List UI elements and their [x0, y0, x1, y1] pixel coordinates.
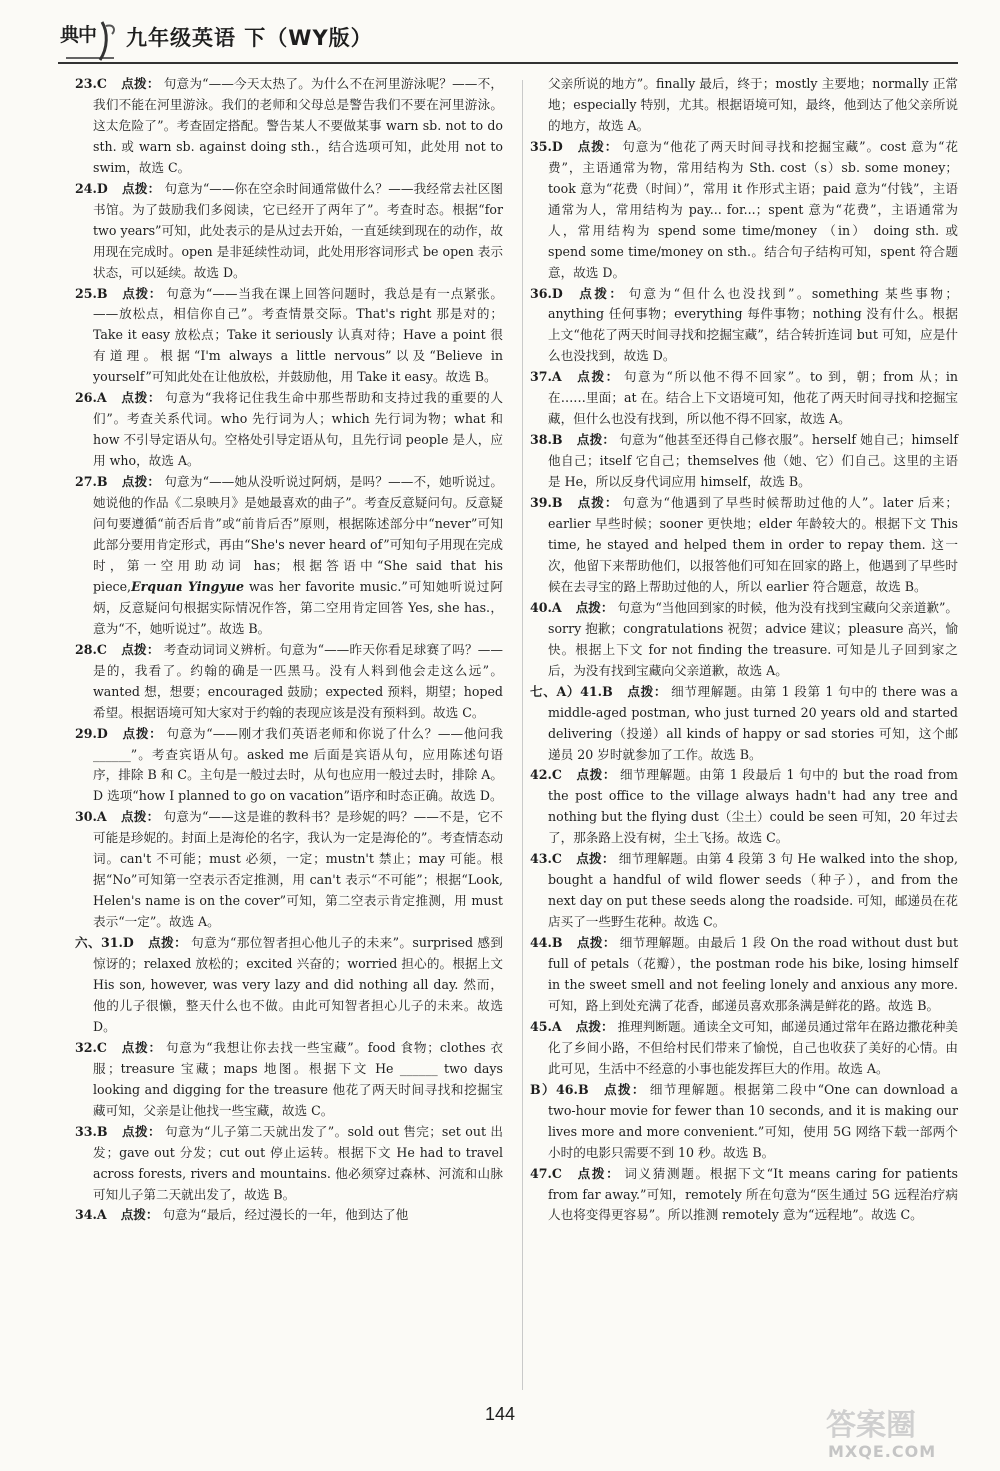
- answer-item: [75, 1122, 503, 1206]
- question-number: 23.: [75, 76, 97, 91]
- answer-letter: B: [551, 935, 563, 951]
- tip-label: 点拨：: [121, 180, 161, 196]
- question-number: 32.: [75, 1039, 97, 1055]
- answer-letter: B: [96, 1123, 108, 1139]
- question-number: 33.: [75, 1123, 97, 1139]
- explanation-text: 句意为“最后，经过漫长的一年，他到达了他: [162, 1207, 409, 1223]
- question-number: 38.: [530, 432, 552, 448]
- tip-label: 点拨：: [120, 76, 160, 91]
- watermark-text: 答案圈: [826, 1408, 916, 1443]
- answer-letter: C: [551, 767, 562, 783]
- subsection-label: B）: [530, 1081, 557, 1097]
- book-title: 九年级英语 下（WY版）: [126, 26, 373, 50]
- tip-label: 点拨：: [121, 725, 163, 741]
- answer-column-right: [530, 74, 959, 1226]
- tip-label: 点拨：: [120, 1207, 159, 1223]
- tip-label: 点拨：: [575, 851, 615, 867]
- answer-letter: C: [96, 76, 107, 91]
- question-number: 42.: [530, 767, 552, 783]
- explanation-text: 句意为“所以他不得不回家”。to 到，朝；from 从；in 在……里面；at 在。结合上下文语境可知，他花了两天时间寻找和挖掘宝藏，但什么也没有找到，所以他不得不回家，故选 A。: [548, 369, 958, 427]
- answer-item: [75, 284, 503, 389]
- answer-item: [530, 682, 959, 766]
- tip-label: 点拨：: [576, 935, 616, 951]
- answer-item: [75, 74, 503, 179]
- answer-item: [75, 179, 503, 284]
- answer-letter: A: [551, 1018, 562, 1034]
- answer-item: [530, 367, 958, 430]
- question-number: 39.: [530, 495, 552, 511]
- tip-label: 点拨：: [120, 390, 162, 406]
- answer-letter: D: [122, 935, 134, 951]
- answer-letter: C: [551, 1165, 562, 1181]
- tip-label: 点拨：: [575, 1018, 614, 1034]
- explanation-text: 句意为“儿子第二天就出发了”。sold out 售完；set out 出发；gave out 分发；cut out 停止运转。根据下文 He had to travel across forests, rivers and mountains. 他必须穿过森林、河流和山脉可知儿子第二天就出发了，故选 B。: [93, 1123, 503, 1202]
- answer-item: [530, 137, 959, 284]
- explanation-text: 句意为“他遇到了早些时候帮助过他的人”。later 后来；earlier 早些时候；sooner 更快地；elder 年龄较大的。根据下文 This time, he stayed and helped them in order to repay them. 这一次，他留下来帮助他们，以报答他们可知在回家的路上，他遇到了早些时候在去寻宝的路上帮助过他的人，所以 earlier 符合题意，故选 B。: [548, 495, 959, 594]
- explanation-text: 句意为“——当我在课上回答问题时，我总是有一点紧张。——放松点，相信你自己”。考查情景交际。That's right 那是对的；Take it easy 放松点；Take it seriously 认真对待；Have a point 很有道理。根据“I'm always a little nervous”以及“Believe in yourself”可知此处在让他放松，并鼓励他，用 Take it easy。故选 B。: [93, 285, 503, 385]
- question-number: 27.: [75, 474, 97, 490]
- answer-item: [75, 472, 503, 640]
- tip-label: 点拨：: [576, 285, 625, 301]
- tip-label: 点拨：: [121, 285, 163, 301]
- header-rule: [58, 62, 958, 64]
- explanation-text: 考查动词词义辨析。句意为“——昨天你看足球赛了吗？——是的，我看了。约翰的确是一匹黑马。没有人料到他会走这么远”。wanted 想，想要；encouraged 鼓励；expected 预料，期望；hoped 希望。根据语境可知大家对于约翰的表现应该是没有预料到。故选 C。: [93, 641, 503, 720]
- section-number: 七、: [530, 683, 557, 699]
- question-number: 43.: [530, 851, 552, 867]
- answer-letter: B: [96, 474, 108, 490]
- answer-letter: D: [96, 180, 108, 196]
- question-number: 47.: [530, 1165, 552, 1181]
- answer-letter: A: [96, 1207, 107, 1223]
- answer-letter: A: [551, 369, 562, 385]
- explanation-text: 细节理解题。由最后 1 段 On the road without dust but full of petals（花瓣），the postman rode his bike, losing himself in the sweet smell and not feeling lonely and anxious any more. 可知，路上到处充满了花香，邮递员喜欢那条满是鲜花的路。故选 B。: [548, 935, 959, 1013]
- watermark-logo: [820, 1400, 990, 1466]
- answer-item: [530, 598, 958, 682]
- answer-letter: A: [551, 599, 562, 615]
- question-number: 34.: [75, 1207, 97, 1223]
- tip-label: 点拨：: [575, 599, 614, 615]
- answer-letter: B: [551, 432, 563, 448]
- answer-item: [75, 388, 503, 472]
- answer-letter: A: [96, 809, 107, 825]
- tip-label: 点拨：: [120, 809, 160, 825]
- question-number: 26.: [75, 390, 97, 406]
- question-number: 37.: [530, 369, 552, 385]
- question-number: 40.: [530, 599, 552, 615]
- explanation-text: 句意为“我想让你去找一些宝藏”。food 食物；clothes 衣服；treasure 宝藏；maps 地图。根据下文 He ______ two days looking and digging for the treasure 他花了两天时间寻找和挖掘宝藏可知，父亲是让他找一些宝藏，故选 C。: [93, 1039, 504, 1118]
- column-divider: [522, 80, 523, 1390]
- tip-label: 点拨：: [626, 683, 668, 699]
- explanation-text: 句意为“——她从没听说过阿炳，是吗？——不，她听说过。她说他的作品《二泉映月》是她最喜欢的曲子”。考查反意疑问句。反意疑问句要遵循“前否后肯”或“前肯后否”原则，根据陈述部分中“never”可知此部分要用肯定形式，再由“She's never heard of”可知句子用现在完成时，第一空用助动词 has；根据答语中“She said that his piece,: [93, 474, 503, 594]
- tip-label: 点拨：: [602, 1081, 646, 1097]
- answer-letter: D: [96, 725, 108, 741]
- answer-letter: B: [577, 1081, 589, 1097]
- answer-letter: D: [551, 285, 563, 301]
- answer-item: [75, 807, 503, 933]
- answer-column-left: [75, 74, 504, 1226]
- italic-title: Erquan Yingyue: [131, 578, 244, 594]
- tip-label: 点拨：: [121, 474, 161, 490]
- answer-item: [75, 1038, 504, 1122]
- page-number: 144: [484, 1404, 516, 1424]
- explanation-text: 词义猜测题。根据下文“It means caring for patients from far away.”可知，remotely 所在句意为“医生通过 5G 远程治疗病人也将变得更容易”。所以推测 remotely 意为“远程地”。故选 C。: [548, 1165, 958, 1223]
- logo-text: 典中: [60, 24, 97, 46]
- answer-letter: C: [96, 641, 107, 657]
- explanation-text: 细节理解题。由第 1 段第 1 句中的 there was a middle-aged postman, who just turned 20 years old and started delivering（投递）all kinds of happy or sad stories 可知，这个邮递员 20 岁时就参加了工作。故选 B。: [548, 683, 959, 762]
- answer-item: [75, 1205, 503, 1226]
- answer-letter: D: [551, 138, 563, 154]
- answer-letter: C: [96, 1039, 107, 1055]
- tip-label: 点拨：: [576, 432, 616, 448]
- question-number: 31.: [100, 935, 123, 951]
- answer-item: [530, 933, 959, 1017]
- explanation-text: 细节理解题。根据第二段中“One can download a two-hour movie for fewer than 10 seconds, and it is making our lives more and more convenient.”可知，使用 5G 网络下载一部两个小时的电影只需要不到 10 秒。故选 B。: [548, 1081, 958, 1160]
- answer-item: [530, 1080, 958, 1164]
- explanation-text: 句意为“——你在空余时间通常做什么？——我经常去社区图书馆。为了鼓励我们多阅读，它已经开了两年了”。考查时态。根据“for two years”可知，此处表示的是从过去开始，一直延续到现在的动作，故用现在完成时。open 是非延续性动词，此处用形容词形式 be open 表示状态，可以延续。故选 D。: [93, 180, 503, 280]
- explanation-text: 句意为“那位智者担心他儿子的未来”。surprised 感到惊讶的；relaxed 放松的；excited 兴奋的；worried 担心的。根据上文 His son, however, was very lazy and did nothing all day. 然而，他的儿子很懒，整天什么也不做。由此可知智者担心儿子的未来。故选 D。: [93, 935, 504, 1034]
- answer-letter: B: [551, 495, 563, 511]
- question-number: 45.: [530, 1018, 552, 1034]
- explanation-text: 句意为“——今天太热了。为什么不在河里游泳呢？——不，我们不能在河里游泳。我们的老师和父母总是警告我们不要在河里游泳。这太危险了”。考查固定搭配。警告某人不要做某事 warn sb. not to do sth. 或 warn sb. against doing sth.，结合选项可知，此处用 not to swim，故选 C。: [93, 76, 503, 175]
- explanation-text: 句意为“——刚才我们英语老师和你说了什么？——他问我______”。考查宾语从句。asked me 后面是宾语从句，应用陈述句语序，排除 B 和 C。主句是一般过去时，从句也应用一般过去时，排除 A。D 选项“how I planned to go on vacation”语序和时态正确。故选 D。: [93, 725, 503, 804]
- tip-label: 点拨：: [120, 1039, 162, 1055]
- tip-label: 点拨：: [575, 767, 616, 783]
- question-number: 36.: [530, 285, 552, 301]
- answer-letter: A: [96, 390, 107, 406]
- watermark-url: MXQE.COM: [828, 1442, 937, 1461]
- explanation-text: 句意为“我将记住我生命中那些帮助和支持过我的重要的人们”。考查关系代词。who 先行词为人；which 先行词为物；what 和 how 不引导定语从句。空格处引导定语从句，且先行词 people 是人，应用 who，故选 A。: [93, 390, 503, 469]
- explanation-text: 句意为“他甚至还得自己修衣服”。herself 她自己；himself 他自己；itself 它自己；themselves 他（她、它）们自己。这里的主语是 He，所以反身代词应用 himself，故选 B。: [548, 432, 958, 490]
- question-number: 28.: [75, 641, 97, 657]
- book-logo: [58, 18, 118, 64]
- tip-label: 点拨：: [120, 641, 160, 657]
- question-number: 24.: [75, 180, 97, 196]
- explanation-text: 句意为“但什么也没找到”。something 某些事物；anything 任何事物；everything 每件事物；nothing 没有什么。根据上文“他花了两天时间寻找和挖掘宝藏”，结合转折连词 but 可知，应是什么也没找到，故选 D。: [548, 285, 958, 364]
- question-number: 41.: [580, 683, 603, 699]
- answer-item: [75, 933, 504, 1038]
- question-number: 44.: [530, 935, 552, 951]
- explanation-text: 句意为“——这是谁的教科书？是珍妮的吗？——不是，它不可能是珍妮的。封面上是海伦的名字，我认为一定是海伦的”。考查情态动词。can't 不可能；must 必须，一定；mustn't 禁止；may 可能。根据“No”可知第一空表示否定推测，用 can't 表示“不可能”；根据“Look, Helen's name is on the cover”可知，第二空表示肯定推测，用 must 表示“一定”。故选 A。: [93, 809, 503, 930]
- subsection-label: A）: [556, 683, 581, 699]
- question-number: 35.: [530, 138, 552, 154]
- explanation-text: 父亲所说的地方”。finally 最后，终于；mostly 主要地；normally 正常地；especially 特别，尤其。根据语境可知，最终，他到达了他父亲所说的地方，故选 A。: [548, 76, 958, 133]
- explanation-text: 句意为“当他回到家的时候，他为没有找到宝藏向父亲道歉”。sorry 抱歉；congratulations 祝贺；advice 建议；pleasure 高兴，愉快。根据上下文 for not finding the treasure. 可知是儿子回到家之后，为没有找到宝藏向父亲道歉，故选 A。: [548, 599, 958, 678]
- answer-letter: C: [551, 851, 562, 867]
- question-number: 30.: [75, 809, 97, 825]
- answer-item: [530, 284, 958, 368]
- section-number: 六、: [75, 935, 101, 951]
- question-number: 25.: [75, 285, 97, 301]
- answer-item: [530, 1164, 958, 1227]
- answer-item: [530, 493, 959, 598]
- answer-item: [530, 430, 958, 493]
- tip-label: 点拨：: [575, 369, 620, 385]
- explanation-text: 句意为“他花了两天时间寻找和挖掘宝藏”。cost 意为“花费”，主语通常为物，常用结构为 Sth. cost（s）sb. some money；took 意为“花费（时间）”，常用 it 作形式主语；paid 意为“付钱”，主语通常为人，常用结构为 pay... for...；spent 意为“花费”，主语通常为人，常用结构为 spend some time/money （in） doing sth. 或 spend some time/money on sth.。结合句子结构可知，spent 符合题意，故选 D。: [548, 138, 959, 280]
- explanation-text: 细节理解题。由第 4 段第 3 句 He walked into the shop, bought a handful of wild flower seeds（种子），and from the next day on put these seeds along the roadside. 可知，邮递员在花店买了一些野生花种。故选 C。: [548, 851, 958, 930]
- question-number: 29.: [75, 725, 97, 741]
- tip-label: 点拨：: [147, 935, 188, 951]
- explanation-text: 推理判断题。通读全文可知，邮递员通过常年在路边撒花种美化了乡间小路，不但给村民们带来了愉悦，自己也收获了美好的心情。由此可见，生活中不经意的小事也能发挥巨大的作用。故选 A。: [548, 1018, 959, 1076]
- answer-item: [75, 640, 503, 724]
- tip-label: 点拨：: [121, 1123, 161, 1139]
- explanation-text: 细节理解题。由第 1 段最后 1 句中的 but the road from the post office to the village always hadn't had any tree and nothing but the flying dust（尘土）could be seen 可知，20 年过去了，那条路上没有树，尘土飞扬。故选 C。: [548, 767, 959, 846]
- answer-item: [530, 765, 959, 849]
- answer-item: [75, 724, 503, 808]
- answer-item: [530, 1017, 959, 1080]
- answer-letter: B: [96, 285, 108, 301]
- explanation-text-continued: was her favorite music.”可知她听说过阿炳，反意疑问句根据实际情况作答，第二空用肯定回答 Yes, she has.，意为“不，她听说过”。故选 B。: [93, 578, 503, 636]
- tip-label: 点拨：: [576, 495, 619, 511]
- answer-letter: B: [602, 683, 613, 699]
- question-number: 46.: [556, 1081, 578, 1097]
- tip-label: 点拨：: [576, 138, 619, 154]
- answer-item: [548, 74, 958, 137]
- tip-label: 点拨：: [575, 1165, 621, 1181]
- answer-item: [530, 849, 958, 933]
